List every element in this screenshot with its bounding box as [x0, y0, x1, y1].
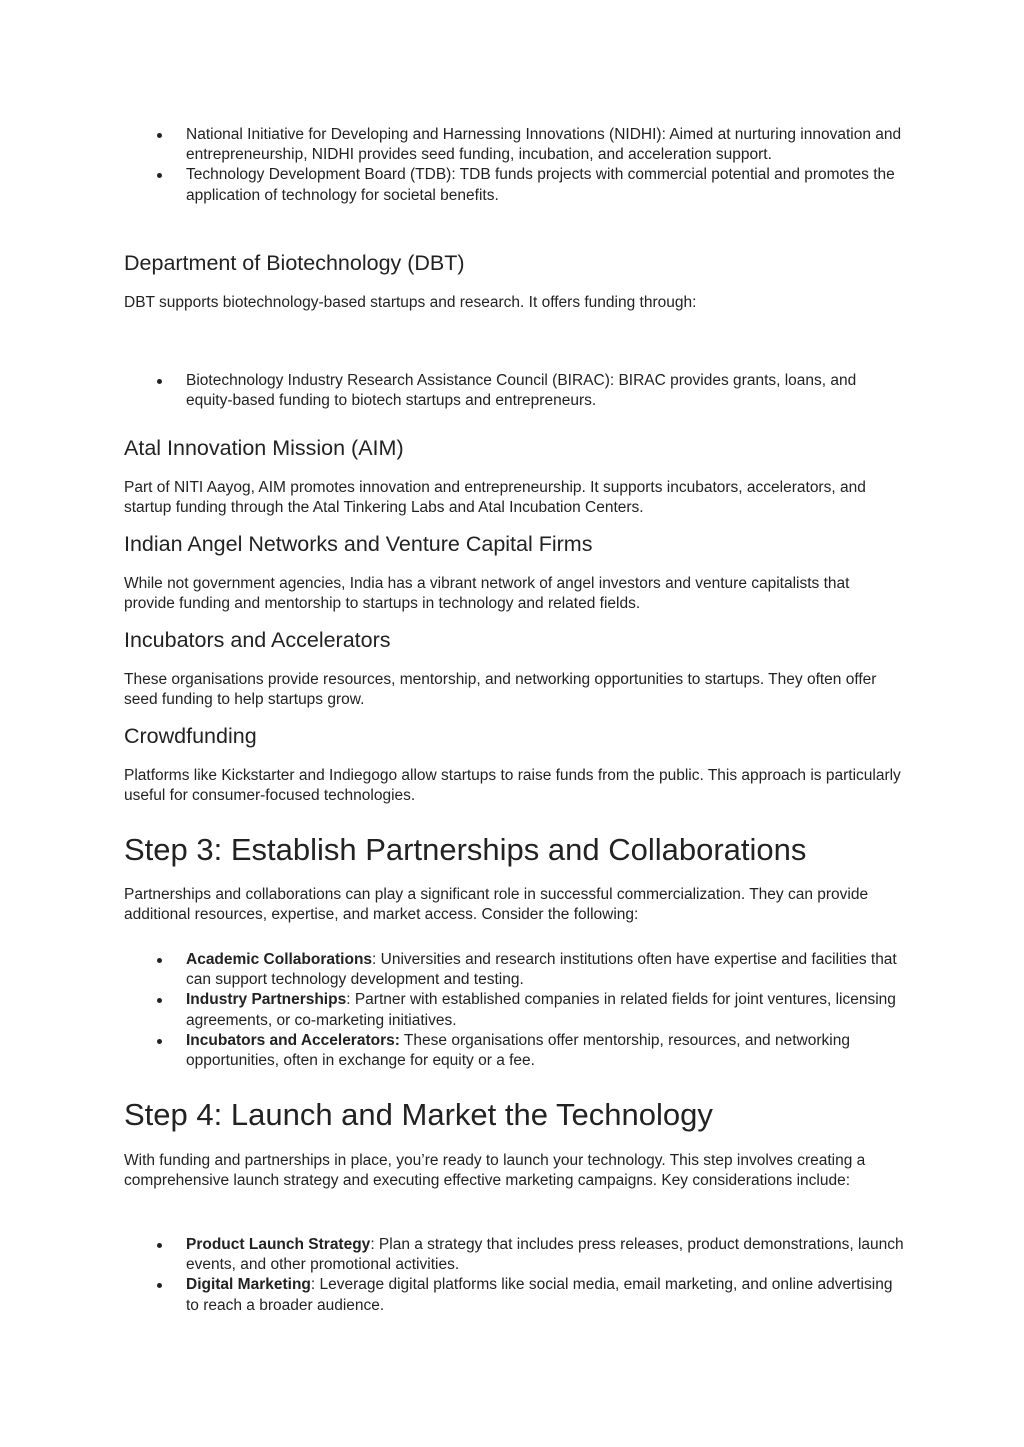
- step-heading: Step 4: Launch and Market the Technology: [124, 1097, 713, 1132]
- bullet-icon: [157, 1283, 162, 1288]
- step4-section: [124, 1096, 904, 1134]
- list-item-text: : Plan a strategy that includes press releases, product demonstrations, launch events, and other promotional activities.: [186, 1236, 904, 1274]
- list-item-text: : Universities and research institutions often have expertise and facilities that can support technology development and testing.: [186, 951, 897, 989]
- list-item-text: Biotechnology Industry Research Assistance Council (BIRAC): BIRAC provides grants, loans, and equity-based funding to biotech startups and entrepreneurs.: [186, 372, 857, 410]
- step3-section: [124, 831, 904, 869]
- list-item: [124, 371, 904, 411]
- section-paragraph: Platforms like Kickstarter and Indiegogo allow startups to raise funds from the public. This approach is particularly useful for consumer-focused technologies.: [124, 767, 901, 805]
- list-item-text: Technology Development Board (TDB): TDB funds projects with commercial potential and promotes the application of technology for societal benefits.: [186, 166, 895, 204]
- list-item: [124, 165, 904, 205]
- section-paragraph: Part of NITI Aayog, AIM promotes innovation and entrepreneurship. It supports incubators, accelerators, and startup funding through the Atal Tinkering Labs and Atal Incubation Centers.: [124, 479, 866, 517]
- bullet-icon: [157, 379, 162, 384]
- list-item-term: Industry Partnerships: [186, 991, 347, 1009]
- bullet-icon: [157, 173, 162, 178]
- list-item: [124, 950, 904, 990]
- section-paragraph: DBT supports biotechnology-based startups and research. It offers funding through:: [124, 294, 697, 311]
- bullet-icon: [157, 1243, 162, 1248]
- list-item: [124, 1275, 904, 1315]
- list-item-text: National Initiative for Developing and Harnessing Innovations (NIDHI): Aimed at nurturing innovation and entrepreneurship, NIDHI provides seed funding, incubation, and acceleration support.: [186, 126, 902, 164]
- list-item-text: : Leverage digital platforms like social media, email marketing, and online advertising to reach a broader audience.: [186, 1276, 893, 1314]
- aim-section: [124, 435, 904, 461]
- list-item-text: : Partner with established companies in related fields for joint ventures, licensing agreements, or co-marketing initiatives.: [186, 991, 896, 1029]
- bullet-icon: [157, 1039, 162, 1044]
- section-paragraph: These organisations provide resources, mentorship, and networking opportunities to startups. They often offer seed funding to help startups grow.: [124, 671, 877, 709]
- section-heading: Atal Innovation Mission (AIM): [124, 436, 404, 460]
- bullet-icon: [157, 958, 162, 963]
- list-item: [124, 1235, 904, 1275]
- list-item: [124, 990, 904, 1030]
- dbt-bullet-list: [124, 371, 904, 411]
- section-paragraph: With funding and partnerships in place, you’re ready to launch your technology. This step involves creating a comprehensive launch strategy and executing effective marketing campaigns. Key considerations include:: [124, 1152, 866, 1190]
- bullet-icon: [157, 998, 162, 1003]
- bullet-icon: [157, 133, 162, 138]
- section-paragraph: While not government agencies, India has a vibrant network of angel investors and venture capitalists that provide funding and mentorship to startups in technology and related fields.: [124, 575, 850, 613]
- crowdfunding-section: [124, 723, 904, 749]
- step4-bullet-list: [124, 1235, 904, 1316]
- step-heading: Step 3: Establish Partnerships and Collaborations: [124, 832, 807, 867]
- section-heading: Crowdfunding: [124, 724, 257, 748]
- section-heading: Incubators and Accelerators: [124, 628, 391, 652]
- list-item: [124, 1031, 904, 1071]
- list-item-term: Academic Collaborations: [186, 951, 373, 968]
- list-item-term: Product Launch Strategy: [186, 1236, 371, 1253]
- section-paragraph: Partnerships and collaborations can play a significant role in successful commercialization. They can provide additional resources, expertise, and market access. Consider the following:: [124, 886, 869, 924]
- incubators-section: [124, 627, 904, 653]
- list-item: [124, 125, 904, 165]
- section-heading: Indian Angel Networks and Venture Capital Firms: [124, 532, 593, 556]
- list-item-term: Digital Marketing: [186, 1276, 311, 1294]
- dbt-section: [124, 250, 904, 276]
- list-item-text: These organisations offer mentorship, resources, and networking opportunities, often in exchange for equity or a fee.: [186, 1031, 850, 1070]
- step3-bullet-list: [124, 950, 904, 1071]
- intro-bullet-list: [124, 125, 904, 206]
- list-item-term: Incubators and Accelerators:: [186, 1031, 400, 1049]
- section-heading: Department of Biotechnology (DBT): [124, 251, 465, 275]
- angel-section: [124, 531, 904, 557]
